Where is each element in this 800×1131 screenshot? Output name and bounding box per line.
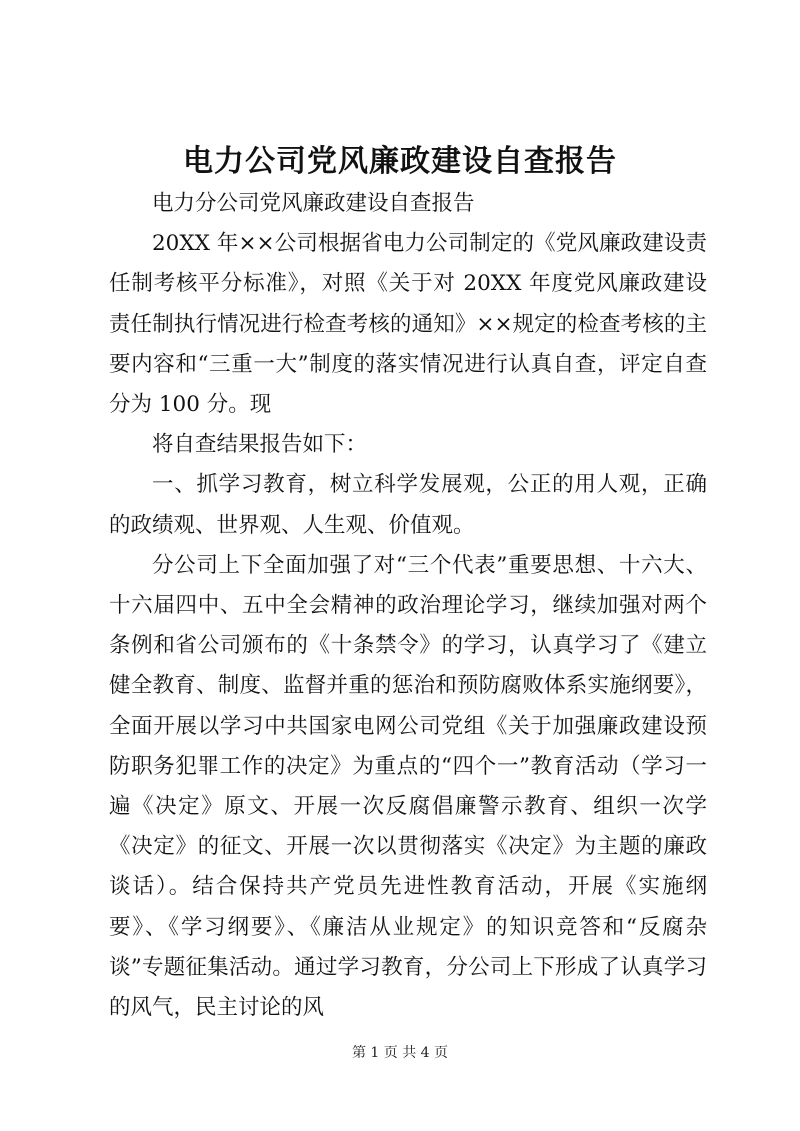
section-heading-paragraph: 一、抓学习教育，树立科学发展观，公正的用人观，正确的政绩观、世界观、人生观、价值观。 [109,472,707,538]
subtitle-paragraph: 电力分公司党风廉政建设自查报告 [152,191,475,216]
page-title: 电力公司党风廉政建设自查报告 [183,144,617,179]
content-paragraph: 分公司上下全面加强了对“三个代表”重要思想、十六大、十六届四中、五中全会精神的政治理论学习，继续加强对两个条例和省公司颁布的《十条禁令》的学习，认真学习了《建立健全教育、制度、监督并重的惩治和预防腐败体系实施纲要》，全面开展以学习中共国家电网公司党组《关于加强廉政建设预防职务犯罪工作的决定》为重点的“四个一”教育活动（学习一遍《决定》原文、开展一次反腐倡廉警示教育、组织一次学《决定》的征文、开展一次以贯彻落实《决定》为主题的廉政谈话）。结合保持共产党员先进性教育活动，开展《实施纲要》、《学习纲要》、《廉洁从业规定》的知识竞答和“反腐杂谈”专题征集活动。通过学习教育，分公司上下形成了认真学习的风气，民主讨论的风 [109,552,707,1021]
report-lead-paragraph: 将自查结果报告如下： [152,432,368,458]
document-body [109,184,707,1028]
intro-paragraph: 20XX 年××公司根据省电力公司制定的《党风廉政建设责任制考核平分标准》，对照《关于对 20XX 年度党风廉政建设责任制执行情况进行检查考核的通知》××规定的检查考核的主要内容和“三重一大”制度的落实情况进行认真自查，评定自查分为 100 分。现 [109,231,707,418]
page-footer: 第 1 页 共 4 页 [351,1045,449,1061]
